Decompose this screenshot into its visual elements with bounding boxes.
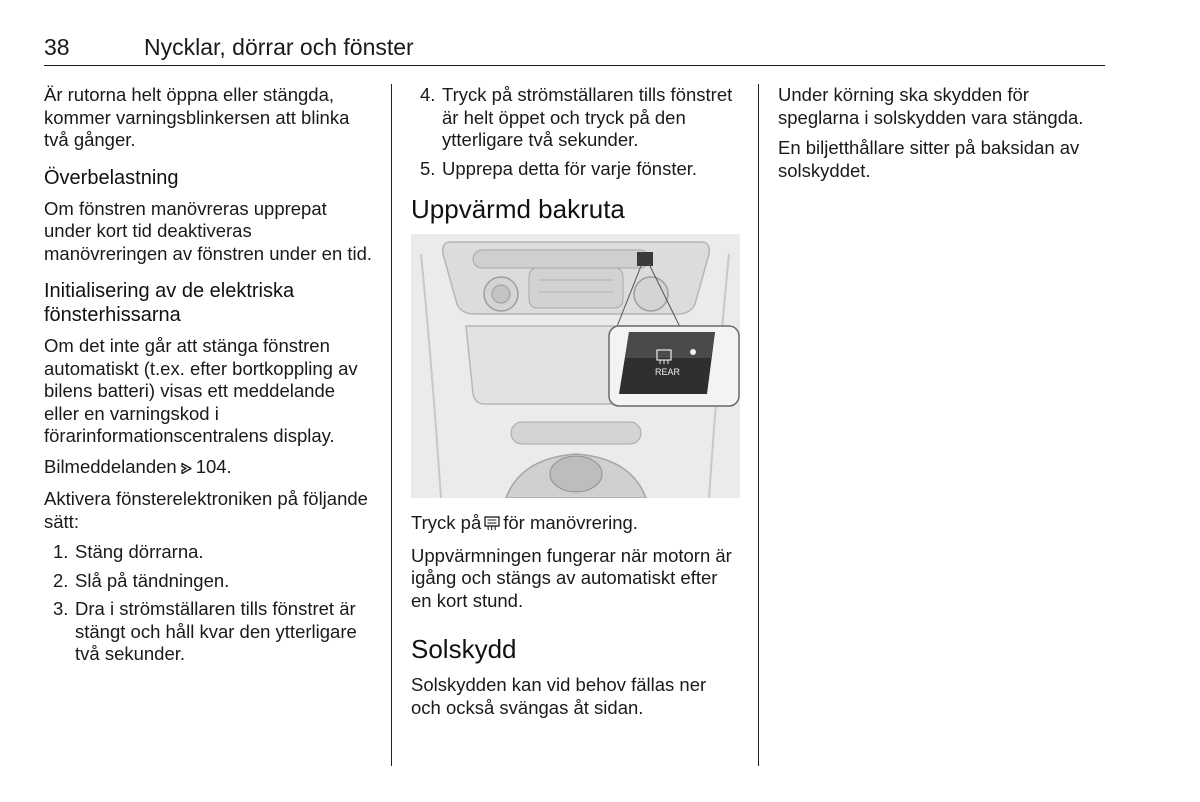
center-console-illustration <box>411 234 740 498</box>
init-paragraph: Om det inte går att stänga fönstren automatiskt (t.ex. efter bortkoppling av bilens batteri) visas ett meddelande eller en varningskod i förarinformationscentralens display. <box>44 335 358 446</box>
activate-paragraph: Aktivera fönsterelektroniken på följande sätt: <box>44 488 368 532</box>
column-1 <box>44 84 374 672</box>
column-divider <box>391 84 392 766</box>
column-3 <box>778 84 1108 190</box>
page-reference-arrow-icon <box>180 458 193 481</box>
rear-window-heater-icon <box>484 514 500 537</box>
ticket-holder-paragraph: En biljetthållare sitter på baksidan av solskyddet. <box>778 137 1080 181</box>
list-item <box>411 84 741 152</box>
page-header <box>44 34 1105 66</box>
step-text: Slå på tändningen. <box>75 569 230 591</box>
list-item <box>411 158 741 181</box>
running-title: Nycklar, dörrar och fönster <box>144 34 414 60</box>
step-number: 4. <box>420 84 436 105</box>
rear-button-label: REAR <box>655 367 681 377</box>
steps-list-continued <box>411 84 741 180</box>
column-divider <box>758 84 759 766</box>
sun-visor-heading: Solskydd <box>411 634 517 664</box>
overload-heading: Överbelastning <box>44 166 179 189</box>
column-2 <box>411 84 741 727</box>
list-item <box>44 541 374 564</box>
reference-text: Bilmeddelanden <box>44 455 177 477</box>
mirror-cover-paragraph: Under körning ska skydden för speglarna i solskydden vara stängda. <box>778 84 1084 128</box>
heated-paragraph: Uppvärmningen fungerar när motorn är igång och stängs av automatiskt efter en kort stund. <box>411 544 732 611</box>
reference-page: 104. <box>195 455 232 477</box>
step-number: 3. <box>53 598 69 619</box>
step-text: Tryck på strömställaren tills fönstret är helt öppet och tryck på den ytterligare två sekunder. <box>442 84 733 150</box>
sun-visor-paragraph: Solskydden kan vid behov fällas ner och också svängas åt sidan. <box>411 674 707 718</box>
page-number: 38 <box>44 34 70 60</box>
step-text: Dra i strömställaren tills fönstret är stängt och håll kvar den ytterligare två sekunder. <box>75 598 357 664</box>
list-item <box>44 570 374 593</box>
cross-reference <box>44 456 374 481</box>
step-number: 1. <box>53 541 69 562</box>
heated-rear-window-heading: Uppvärmd bakruta <box>411 194 625 224</box>
steps-list <box>44 541 374 666</box>
init-heading: Initialisering av de elektriska fönsterhissarna <box>44 280 295 326</box>
step-text: Stäng dörrarna. <box>75 541 204 562</box>
step-number: 5. <box>420 157 436 179</box>
step-text: Upprepa detta för varje fönster. <box>442 157 698 179</box>
press-instruction <box>411 512 741 537</box>
intro-paragraph: Är rutorna helt öppna eller stängda, kommer varningsblinkersen att blinka två gånger. <box>44 84 350 150</box>
press-after-text: för manövrering. <box>503 512 638 533</box>
list-item <box>44 598 374 666</box>
overload-paragraph: Om fönstren manövreras upprepat under kort tid deaktiveras manövreringen av fönstren under en tid. <box>44 197 373 264</box>
press-before-text: Tryck på <box>411 512 482 533</box>
step-number: 2. <box>53 569 69 591</box>
